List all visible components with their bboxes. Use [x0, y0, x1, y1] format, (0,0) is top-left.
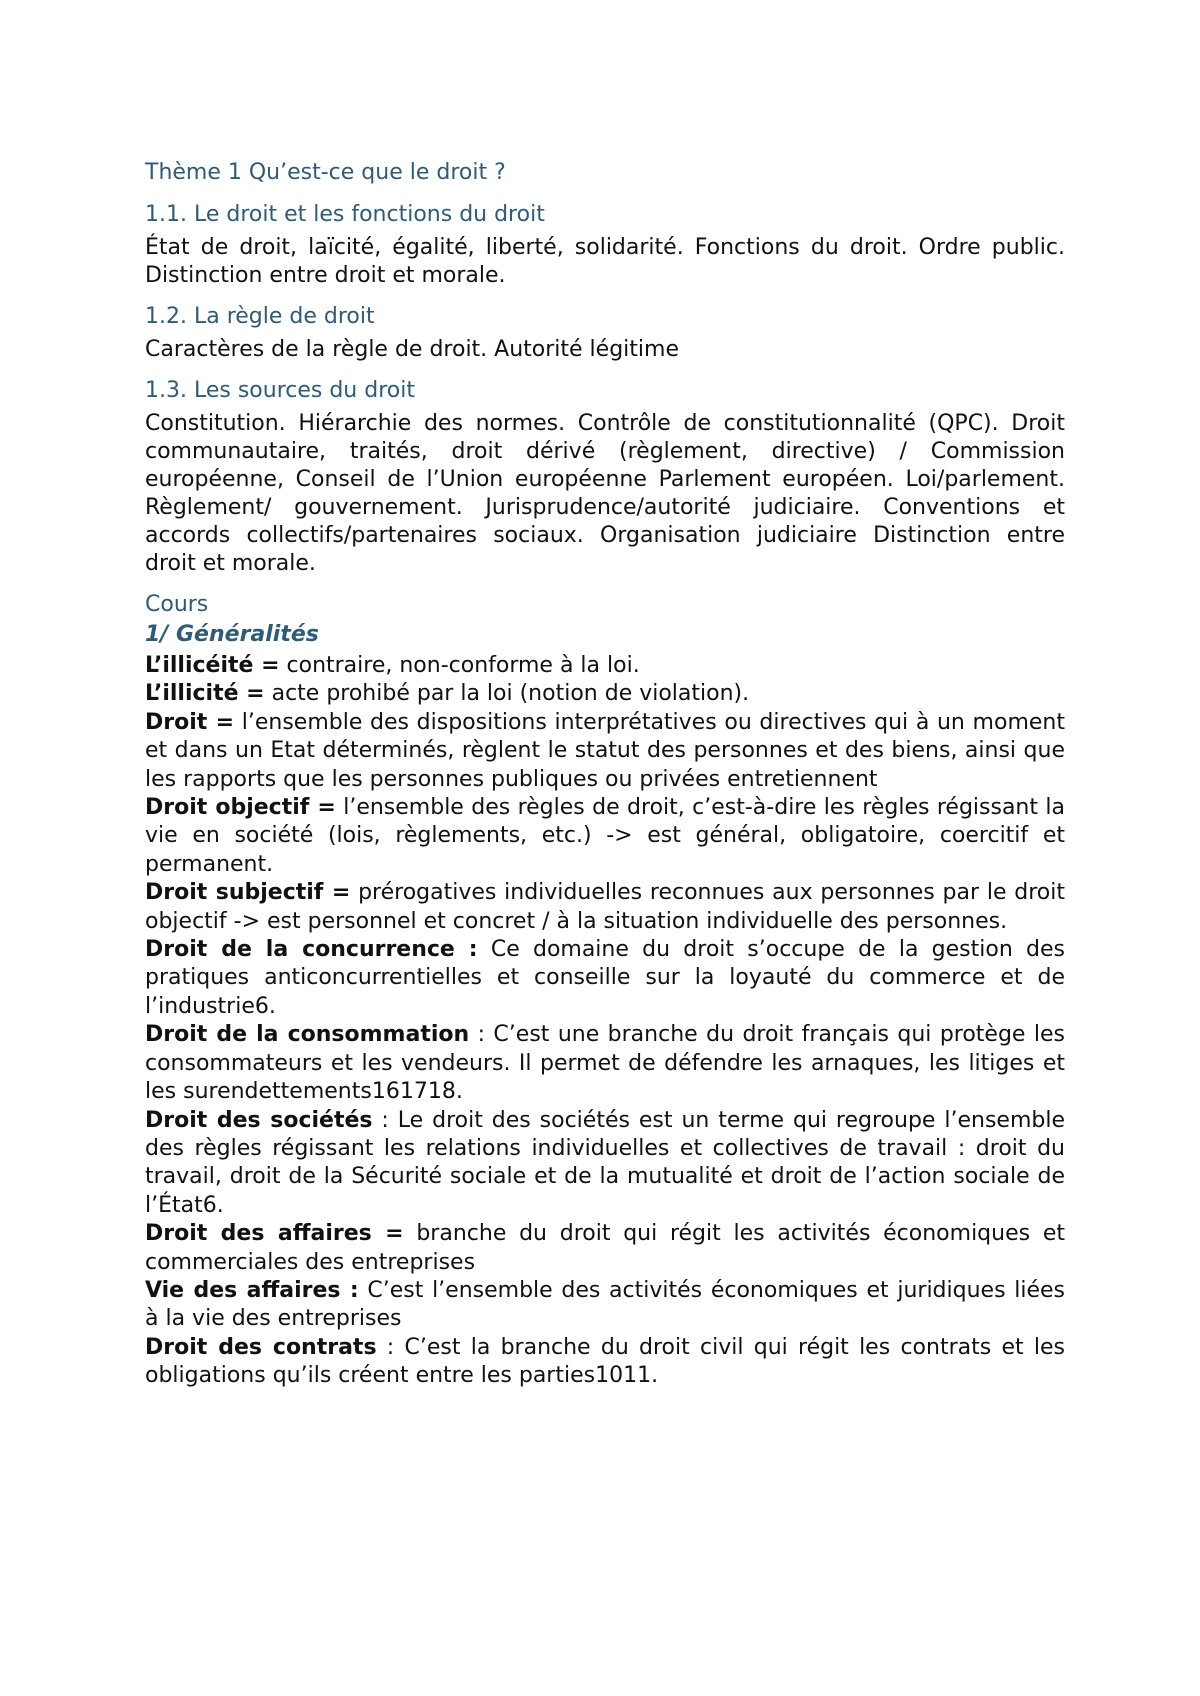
- section-body-1-1: État de droit, laïcité, égalité, liberté, solidarité. Fonctions du droit. Ordre public. Distinction entre droit et morale.: [145, 235, 1065, 288]
- definition-droit-contrats: [145, 1334, 1065, 1391]
- section-body-1-2: Caractères de la règle de droit. Autorité légitime: [145, 337, 679, 362]
- section-heading-1-2: 1.2. La règle de droit: [145, 304, 375, 329]
- section-heading-1-1: 1.1. Le droit et les fonctions du droit: [145, 202, 545, 227]
- section-body-1-3: Constitution. Hiérarchie des normes. Contrôle de constitutionnalité (QPC). Droit communautaire, traités, droit dérivé (règlement, directive) / Commission européenne, Conseil de l’Union européenne Parlement européen. Loi/parlement. Règlement/ gouvernement. Jurisprudence/autorité judiciaire. Conventions et accords collectifs/partenaires sociaux. Organisation judiciaire Distinction entre droit et morale.: [145, 411, 1065, 576]
- definition-text: : C’est une branche du droit français qui protège les consommateurs et les vendeurs. Il permet de défendre les arnaques, les litiges et les surendettements161718.: [145, 1022, 1066, 1105]
- definition-text: prérogatives individuelles reconnues aux personnes par le droit objectif -> est personnel et concret / à la situation individuelle des personnes.: [145, 880, 1066, 934]
- definition-text: Ce domaine du droit s’occupe de la gestion des pratiques anticoncurrentielles et conseille sur la loyauté du commerce et de l’industrie6.: [145, 937, 1065, 1019]
- definition-term: Droit de la concurrence :: [145, 937, 478, 963]
- definition-droit-consommation: [145, 1021, 1065, 1106]
- definition-term: L’illicité =: [145, 681, 265, 707]
- definition-term: Droit des sociétés: [145, 1107, 373, 1133]
- definition-term: Vie des affaires :: [145, 1277, 359, 1303]
- definition-term: Droit =: [145, 709, 235, 735]
- cours-heading: Cours: [145, 592, 209, 617]
- definition-text: l’ensemble des règles de droit, c’est-à-dire les règles régissant la vie en société (lois, règlements, etc.) -> est général, obligatoire, coercitif et permanent.: [145, 795, 1065, 877]
- definition-droit: [145, 709, 1065, 794]
- document-page: [145, 158, 1065, 1391]
- definition-text: branche du droit qui régit les activités économiques et commerciales des entreprises: [145, 1221, 1065, 1275]
- definition-text: C’est l’ensemble des activités économiques et juridiques liées à la vie des entreprises: [145, 1277, 1065, 1332]
- definition-term: Droit des contrats: [145, 1334, 377, 1360]
- page-title: Thème 1 Qu’est-ce que le droit ?: [145, 160, 506, 185]
- definition-droit-subjectif: [145, 879, 1065, 936]
- definition-text: contraire, non-conforme à la loi.: [279, 653, 640, 678]
- definition-illiceite: [145, 652, 1065, 680]
- definition-droit-affaires: [145, 1220, 1065, 1277]
- definition-term: Droit des affaires =: [145, 1221, 404, 1247]
- definition-text: acte prohibé par la loi (notion de violation).: [264, 681, 750, 707]
- section-heading-1-3: 1.3. Les sources du droit: [145, 378, 415, 403]
- definition-term: L’illicéité =: [145, 653, 280, 678]
- generalites-subheading: 1/ Généralités: [145, 622, 319, 647]
- definition-illicite: [145, 680, 1065, 708]
- definition-term: Droit objectif =: [145, 795, 336, 821]
- definition-droit-objectif: [145, 794, 1065, 879]
- definition-text: l’ensemble des dispositions interprétatives ou directives qui à un moment et dans un Etat déterminés, règlent le statut des personnes et des biens, ainsi que les rapports que les personnes publiques ou privées entretiennent: [145, 709, 1065, 792]
- definition-term: Droit de la consommation: [145, 1022, 470, 1048]
- definition-text: : C’est la branche du droit civil qui régit les contrats et les obligations qu’ils créent entre les parties1011.: [145, 1334, 1065, 1389]
- definitions-list: [145, 652, 1065, 1391]
- definition-droit-societes: [145, 1107, 1065, 1221]
- definition-text: : Le droit des sociétés est un terme qui regroupe l’ensemble des règles régissant les relations individuelles et collectives de travail : droit du travail, droit de la Sécurité sociale et de la mutualité et droit de l’action sociale de l’État6.: [145, 1107, 1066, 1218]
- definition-vie-affaires: [145, 1277, 1065, 1334]
- definition-droit-concurrence: [145, 936, 1065, 1021]
- definition-term: Droit subjectif =: [145, 880, 351, 906]
